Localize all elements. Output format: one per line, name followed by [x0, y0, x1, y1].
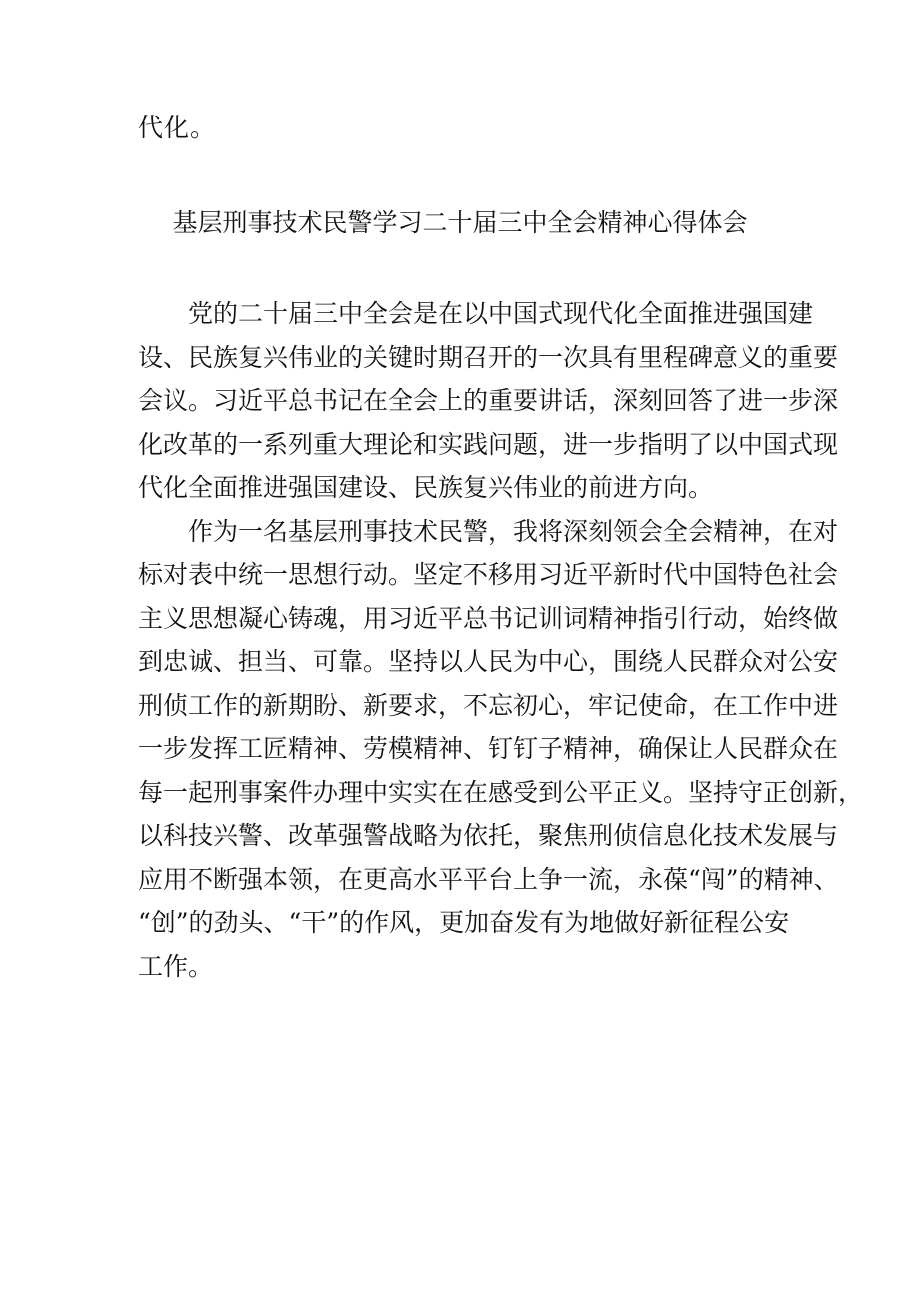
paragraph-line: 党的二十届三中全会是在以中国式现代化全面推进强国建 — [138, 299, 814, 328]
carry-over-text: 代化。 — [138, 113, 217, 142]
paragraph-line: 作为一名基层刑事技术民警，我将深刻领会全会精神，在对 — [138, 516, 839, 546]
paragraph-line: 标对表中统一思想行动。坚定不移用习近平新时代中国特色社会 — [138, 560, 839, 589]
paragraph-line: 应用不断强本领，在更高水平平台上争一流，永葆“闯”的精神、 — [138, 864, 839, 894]
paragraph-line: 刑侦工作的新期盼、新要求，不忘初心，牢记使命，在工作中进 — [138, 690, 839, 720]
paragraph-line: 设、民族复兴伟业的关键时期召开的一次具有里程碑意义的重要 — [138, 342, 839, 372]
paragraph-line: 到忠诚、担当、可靠。坚持以人民为中心，围绕人民群众对公安 — [138, 647, 839, 676]
paragraph-line: 化改革的一系列重大理论和实践问题，进一步指明了以中国式现 — [138, 429, 839, 459]
paragraph-line: 主义思想凝心铸魂，用习近平总书记训词精神指引行动，始终做 — [138, 603, 839, 633]
paragraph-1 — [138, 292, 839, 510]
paragraph-line: 以科技兴警、改革强警战略为依托，聚焦刑侦信息化技术发展与 — [138, 821, 839, 850]
document-body — [138, 292, 864, 988]
paragraph-line: “创”的劲头、“干”的作风，更加奋发有为地做好新征程公安 — [138, 908, 790, 937]
paragraph-line: 代化全面推进强国建设、民族复兴伟业的前进方向。 — [138, 473, 714, 502]
paragraph-line: 一步发挥工匠精神、劳模精神、钉钉子精神，确保让人民群众在 — [138, 734, 839, 763]
paragraph-line: 每一起刑事案件办理中实实在在感受到公平正义。坚持守正创新， — [138, 777, 864, 807]
paragraph-2 — [138, 510, 864, 989]
document-title: 基层刑事技术民警学习二十届三中全会精神心得体会 — [172, 208, 748, 237]
paragraph-line: 会议。习近平总书记在全会上的重要讲话，深刻回答了进一步深 — [138, 386, 839, 415]
paragraph-line: 工作。 — [138, 951, 214, 981]
